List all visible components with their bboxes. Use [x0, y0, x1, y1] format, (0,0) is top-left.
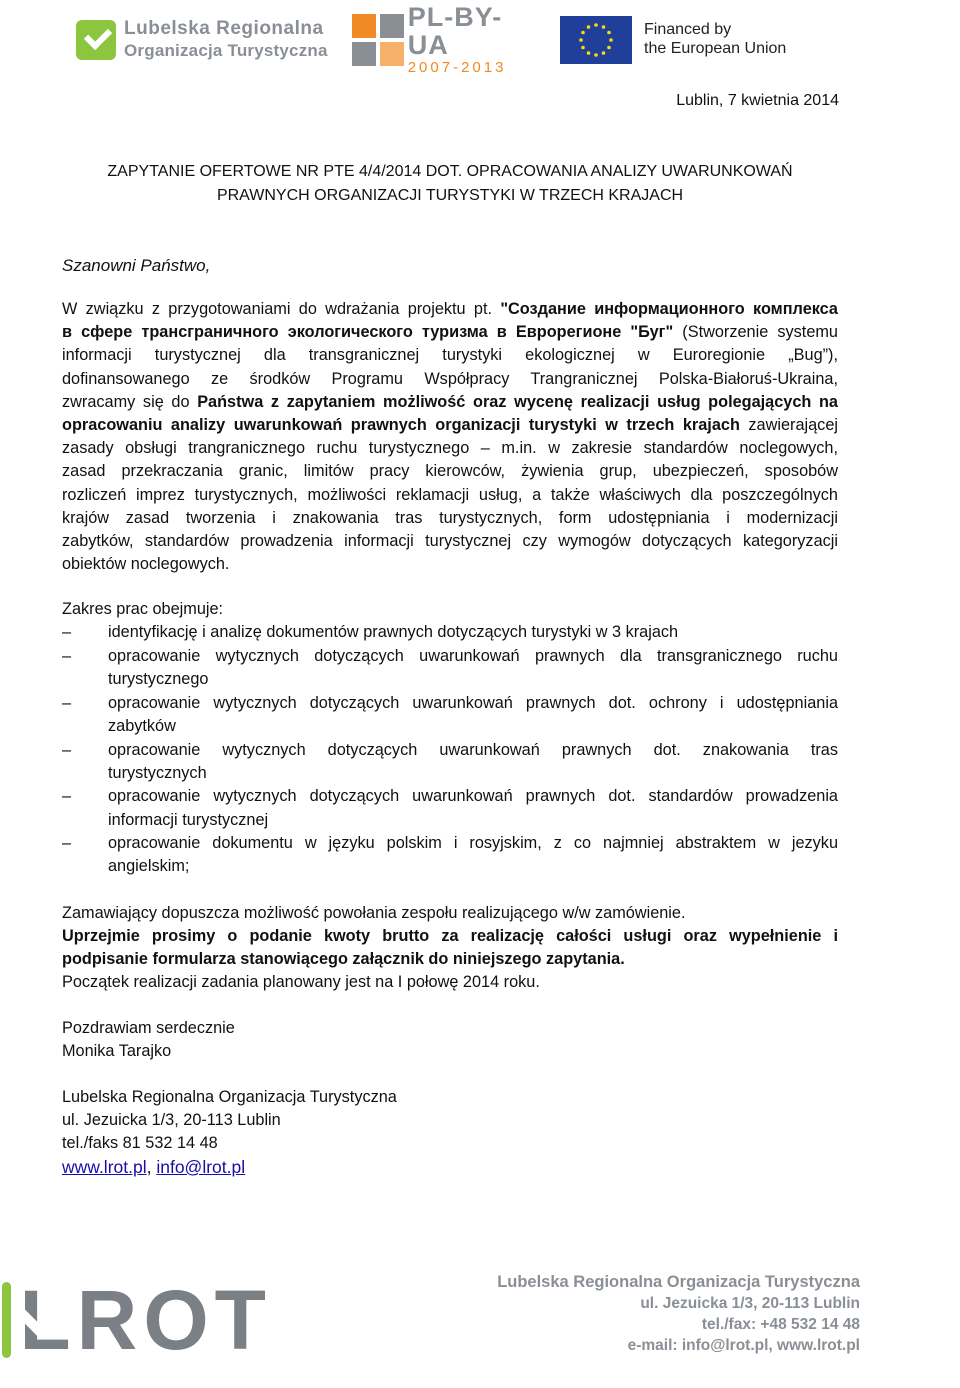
intro-line: zwracamy się do Państwa z zapytaniem możliwość oraz wycenę realizacji usług polegających na	[62, 392, 838, 411]
eu-funding-text: Financed by the European Union	[644, 21, 787, 57]
greeting: Szanowni Państwo,	[62, 256, 211, 275]
document-title: ZAPYTANIE OFERTOWE NR PTE 4/4/2014 DOT. OPRACOWANIA ANALIZY UWARUNKOWAŃ PRAWNYCH ORGANIZACJI TURYSTYKI W TRZECH KRAJACH	[107, 163, 793, 204]
scope-item: – identyfikację i analizę dokumentów prawnych dotyczących turystyki w 3 krajach	[62, 621, 838, 644]
website-link[interactable]: www.lrot.pl	[62, 1157, 147, 1177]
dash-bullet-icon: –	[62, 623, 72, 641]
plbyua-cube-icon	[352, 14, 400, 66]
footer-heart-icon	[2, 1282, 11, 1358]
plbyua-years: 2007-2013	[407, 59, 507, 76]
dash-bullet-icon: –	[62, 787, 72, 806]
dash-bullet-icon: –	[62, 834, 72, 853]
lrot-logo-line2: Organizacja Turystyczna	[124, 41, 328, 60]
org-phone: tel./faks 81 532 14 48	[62, 1134, 218, 1152]
intro-line: krajów zasad tworzenia i znakowania tras turystycznych, form udostępniania i modernizacji	[62, 508, 838, 527]
scope-item: – opracowanie wytycznych dotyczących uwarunkowań prawnych dot. ochrony i udostępniania zabytków	[62, 693, 838, 735]
intro-paragraph	[62, 298, 838, 576]
footer-logo-text: LROT	[19, 1273, 272, 1367]
dash-bullet-icon: –	[62, 693, 72, 712]
eu-star-icon	[594, 53, 598, 57]
eu-star-icon	[579, 38, 583, 42]
eu-star-icon	[581, 31, 585, 35]
scope-item: – opracowanie wytycznych dotyczących uwarunkowań prawnych dot. standardów prowadzenia informacji turystycznej	[62, 787, 838, 829]
scope-heading: Zakres prac obejmuje:	[62, 600, 224, 618]
intro-line: dofinansowanego ze środków Programu Współpracy Trangranicznej Polska-Białoruś-Ukraina,	[62, 369, 838, 388]
lrot-logo	[76, 14, 336, 66]
intro-line: rozliczeń imprez turystycznych, możliwości reklamacji usług, a także właściwych dla poszczególnych	[62, 485, 838, 504]
eu-star-icon	[607, 31, 611, 35]
footer-logo	[2, 1273, 272, 1367]
org-name: Lubelska Regionalna Organizacja Turystyczna	[62, 1088, 397, 1106]
regards: Pozdrawiam serdecznie	[62, 1019, 235, 1037]
eu-flag-icon	[560, 16, 632, 64]
footer-contact: Lubelska Regionalna Organizacja Turystyczna ul. Jezuicka 1/3, 20-113 Lublin tel./fax: +48 532 14 48 e-mail: info@lrot.pl, www.lrot.pl	[497, 1273, 860, 1354]
eu-star-icon	[581, 46, 585, 50]
plbyua-logo	[352, 2, 532, 76]
lrot-heart-icon	[76, 20, 116, 60]
team-note: Zamawiający dopuszcza możliwość powołania zespołu realizującego w/w zamówienie.	[62, 904, 686, 922]
scope-item: – opracowanie wytycznych dotyczących uwarunkowań prawnych dla transgranicznego ruchu turystycznego	[62, 646, 838, 688]
eu-star-icon	[607, 46, 611, 50]
intro-line: W związku z przygotowaniami do wdrażania projektu pt. "Создание информационного комплекса	[62, 300, 838, 318]
intro-line: zasad przekraczania granic, limitów pracy kierowców, żywienia grup, ubezpieczeń, sposobów	[62, 462, 838, 481]
intro-line: obiektów noclegowych.	[62, 555, 230, 574]
signer-name: Monika Tarajko	[62, 1042, 172, 1060]
plbyua-title: PL-BY-UA	[407, 2, 503, 60]
dash-bullet-icon: –	[62, 646, 72, 665]
intro-line: zasady obsługi trangranicznego ruchu turystycznego – m.in. w zakresie standardów noclegowych,	[62, 439, 838, 458]
request-text: Uprzejmie prosimy o podanie kwoty brutto za realizację całości usługi oraz wypełnienie i podpisanie formularza stanowiącego załącznik do niniejszego zapytania.	[62, 927, 838, 969]
eu-star-icon	[602, 25, 606, 29]
dash-bullet-icon: –	[62, 740, 72, 759]
email-link[interactable]: info@lrot.pl	[156, 1157, 246, 1177]
scope-item: – opracowanie dokumentu w języku polskim i rosyjskim, z co najmniej abstraktem w jezyku angielskim;	[62, 834, 838, 876]
org-links: www.lrot.pl, info@lrot.pl	[62, 1157, 246, 1177]
intro-line: zabytków, standardów prowadzenia informacji turystycznej czy wymogów dotyczących kategoryzacji	[62, 531, 838, 550]
eu-star-icon	[594, 23, 598, 27]
eu-star-icon	[587, 51, 591, 55]
org-address: ul. Jezuicka 1/3, 20-113 Lublin	[62, 1111, 281, 1129]
intro-line: opracowaniu analizy uwarunkowań prawnych organizacji turystyki w trzech krajach zawierającej	[62, 415, 838, 434]
eu-star-icon	[602, 51, 606, 55]
start-note: Początek realizacji zadania planowany jest na I połowę 2014 roku.	[62, 973, 540, 991]
lrot-logo-line1: Lubelska Regionalna	[124, 18, 324, 39]
scope-item: – opracowanie wytycznych dotyczących uwarunkowań prawnych dot. znakowania tras turystycznych	[62, 740, 838, 782]
eu-star-icon	[609, 38, 613, 42]
intro-line: informacji turystycznej dla transgranicznej turystyki ekologicznej w Euroregionie „Bug”),	[62, 346, 838, 365]
letter-date: Lublin, 7 kwietnia 2014	[676, 92, 839, 109]
intro-line: в сфере трансграничного экологического туризма в Еврорегионе "Буг" (Stworzenie systemu	[62, 323, 838, 342]
eu-star-icon	[587, 25, 591, 29]
